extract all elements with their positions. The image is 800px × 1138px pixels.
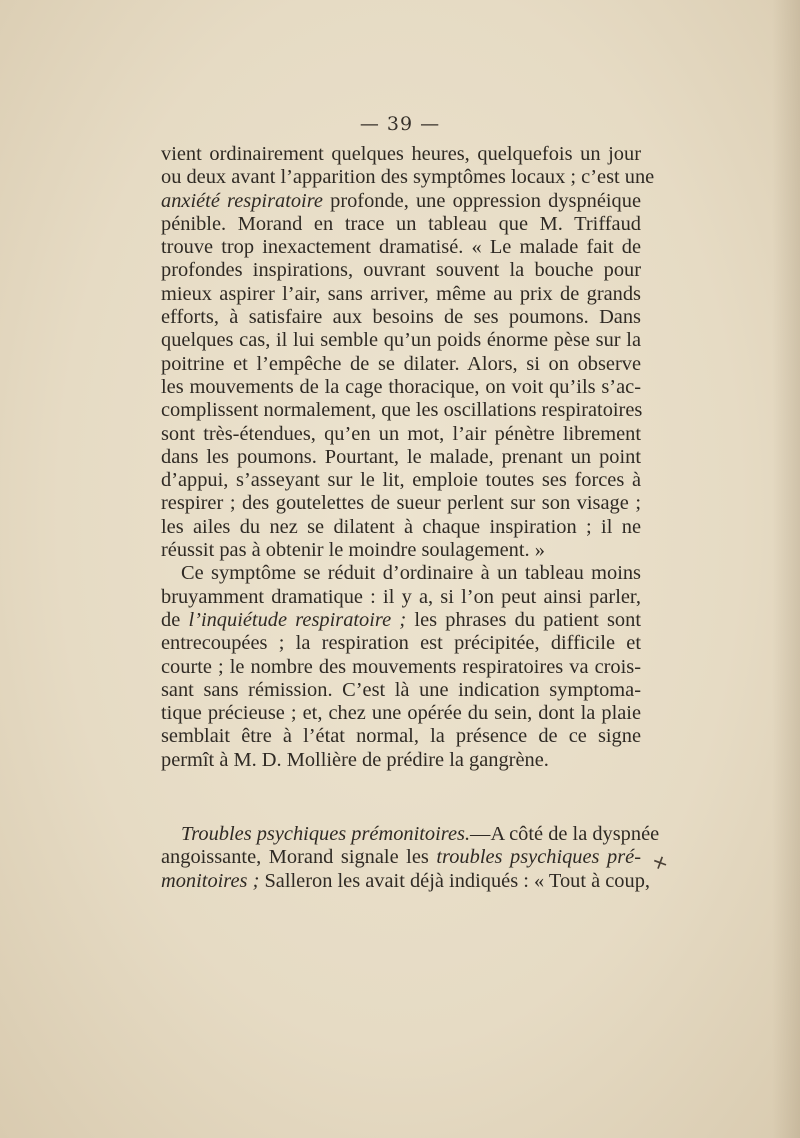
text-line (161, 259, 641, 282)
text-line (161, 562, 641, 585)
text-segment: d’appui, s’asseyant sur le lit, emploie toutes ses forces à (161, 469, 641, 492)
text-segment: les mouvements de la cage thoracique, on voit qu’ils s’ac- (161, 375, 641, 398)
text-segment: Salleron les avait déjà indiqués : « Tout à coup, (259, 869, 650, 892)
text-line (161, 306, 641, 329)
italic-text: l’inquiétude respiratoire ; (188, 608, 407, 631)
text-line (161, 656, 641, 679)
text-line (161, 516, 641, 539)
paragraph-1 (161, 143, 655, 772)
text-line (161, 469, 641, 492)
text-segment: permît à M. D. Mollière de prédire la gangrène. (161, 748, 549, 771)
text-segment: vient ordinairement quelques heures, quelquefois un jour (161, 143, 641, 165)
text-line (161, 609, 641, 632)
text-segment: Ce symptôme se réduit d’ordinaire à un tableau moins (181, 562, 641, 585)
text-segment: complissent normalement, que les oscillations respiratoires (161, 399, 643, 422)
page-edge-shadow (772, 0, 800, 1138)
text-segment: les ailes du nez se dilatent à chaque inspiration ; il ne (161, 515, 641, 538)
italic-text: Troubles psychiques prémonitoires. (181, 823, 471, 845)
text-segment: angoissante, Morand signale les (161, 846, 437, 869)
text-line (161, 376, 641, 399)
text-line (161, 446, 641, 469)
italic-text: monitoires ; (161, 869, 260, 892)
text-segment: réussit pas à obtenir le moindre soulagement. » (161, 539, 545, 562)
text-line (161, 823, 660, 846)
text-segment: profondes inspirations, ouvrant souvent la bouche pour (161, 259, 641, 282)
margin-annotation: + (648, 847, 673, 877)
text-segment: semblait être à l’état normal, la présence de ce signe (161, 725, 641, 748)
text-line (161, 725, 641, 748)
text-segment: quelques cas, il lui semble qu’un poids énorme pèse sur la (161, 329, 641, 352)
text-segment: courte ; le nombre des mouvements respiratoires va crois- (161, 655, 641, 678)
text-segment: —A côté de la dyspnée (470, 823, 660, 845)
text-segment: mieux aspirer l’air, sans arriver, même au prix de grands (161, 282, 641, 305)
text-line (161, 236, 641, 259)
text-line (161, 869, 650, 893)
italic-text: troubles psychiques pré- (436, 846, 642, 869)
text-segment: de (161, 608, 189, 631)
text-line (161, 143, 641, 166)
text-line (161, 586, 641, 609)
text-segment: respirer ; des goutelettes de sueur perlent sur son visage ; (161, 492, 641, 515)
paragraph-2 (161, 823, 660, 893)
text-line (161, 702, 641, 725)
text-segment: pénible. Morand en trace un tableau que M. Triffaud (161, 212, 641, 235)
text-line (161, 283, 641, 306)
text-line (161, 190, 641, 213)
page-number: — 39 — (359, 113, 441, 135)
italic-text: anxiété respiratoire (161, 189, 323, 212)
text-line (161, 539, 641, 562)
text-segment: bruyamment dramatique : il y a, si l’on peut ainsi parler, (161, 585, 641, 608)
text-segment: efforts, à satisfaire aux besoins de ses poumons. Dans (161, 306, 641, 329)
text-segment: sont très-étendues, qu’en un mot, l’air pénètre librement (161, 422, 641, 445)
text-line (161, 329, 641, 352)
text-line (161, 749, 641, 772)
text-line (161, 353, 641, 376)
text-line (161, 632, 641, 655)
text-segment: les phrases du patient sont (406, 608, 641, 631)
text-segment: tique précieuse ; et, chez une opérée du sein, dont la plaie (161, 702, 641, 725)
text-line (161, 399, 641, 422)
text-segment: ou deux avant l’apparition des symptômes locaux ; c’est une (161, 166, 655, 189)
text-segment: poitrine et l’empêche de se dilater. Alors, si on observe (161, 352, 641, 375)
text-segment: sant sans rémission. C’est là une indication symptoma- (161, 678, 641, 701)
text-line (161, 846, 641, 869)
text-line (161, 679, 641, 702)
text-line (161, 166, 655, 189)
text-segment: profonde, une oppression dyspnéique (322, 189, 641, 212)
text-segment: entrecoupées ; la respiration est précipitée, difficile et (161, 632, 641, 655)
text-line (161, 423, 641, 446)
text-segment: trouve trop inexactement dramatisé. « Le malade fait de (161, 236, 641, 259)
text-segment: dans les poumons. Pourtant, le malade, prenant un point (161, 445, 641, 468)
text-line (161, 492, 641, 515)
text-line (161, 213, 641, 236)
